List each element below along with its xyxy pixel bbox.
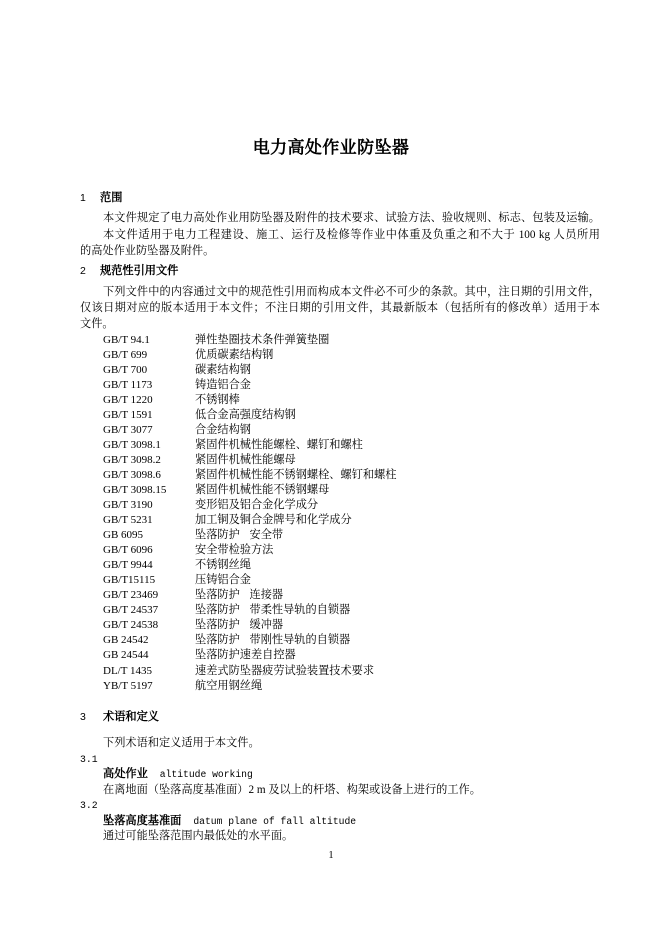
term-english: datum plane of fall altitude	[193, 815, 357, 827]
term-english: altitude working	[159, 769, 253, 780]
reference-row	[103, 664, 523, 679]
reference-title: 坠落防护速差自控器	[195, 649, 296, 662]
reference-code: DL/T 1435	[103, 664, 152, 677]
section-title: 术语和定义	[103, 711, 159, 723]
document-title: 电力高处作业防坠器	[252, 138, 410, 157]
reference-title: 紧固件机械性能螺母	[195, 453, 296, 466]
reference-row	[103, 438, 523, 453]
reference-title: 坠落防护 缓冲器	[195, 619, 284, 632]
reference-code: GB/T 9944	[103, 559, 153, 572]
reference-code: GB/T 1591	[103, 408, 153, 421]
section-title: 范围	[100, 192, 123, 204]
term-definition: 在离地面（坠落高度基准面）2 m 及以上的杆塔、构架或设备上进行的工作。	[103, 783, 481, 796]
reference-row	[103, 648, 523, 663]
reference-title: 航空用钢丝绳	[195, 679, 263, 692]
paragraph-line: 的高处作业防坠器及附件。	[80, 245, 215, 257]
term-entry	[80, 814, 600, 830]
reference-row	[103, 543, 523, 558]
reference-title: 坠落防护 带刚性导轨的自锁器	[195, 634, 351, 647]
reference-title: 变形铝及铝合金化学成分	[195, 499, 319, 512]
reference-row	[103, 363, 523, 378]
reference-row	[103, 679, 523, 694]
reference-row	[103, 333, 523, 348]
scope-paragraphs	[80, 210, 600, 260]
page-number: 1	[328, 850, 334, 861]
reference-row	[103, 408, 523, 423]
section-number: 3	[80, 711, 86, 723]
paragraph-line: 本文件适用于电力工程建设、施工、运行及检修等作业中体重及负重之和不大于 100 kg 人员所用	[103, 228, 600, 241]
term-definition: 通过可能坠落范围内最低处的水平面。	[103, 830, 294, 842]
term-entry	[80, 767, 600, 783]
reference-code: GB/T 23469	[103, 589, 159, 602]
reference-title: 坠落防护 连接器	[195, 589, 284, 602]
reference-title: 紧固件机械性能不锈钢螺栓、螺钉和螺柱	[195, 468, 397, 481]
reference-title: 坠落防护 安全带	[195, 529, 284, 542]
reference-code: GB 6095	[103, 529, 144, 542]
reference-row	[103, 453, 523, 468]
reference-row	[103, 393, 523, 408]
reference-row	[103, 468, 523, 483]
reference-row	[103, 618, 523, 633]
reference-row	[103, 603, 523, 618]
section-heading-terms-definitions	[80, 709, 159, 725]
reference-code: GB/T 3190	[103, 499, 153, 512]
term-number: 3.1	[80, 753, 98, 765]
reference-code: GB/T 700	[103, 363, 148, 376]
reference-code: GB/T 24537	[103, 604, 159, 617]
reference-row	[103, 573, 523, 588]
reference-row	[103, 498, 523, 513]
reference-title: 加工铜及铜合金牌号和化学成分	[195, 514, 352, 527]
reference-row	[103, 513, 523, 528]
reference-code: GB/T 699	[103, 348, 148, 361]
reference-title: 铸造铝合金	[195, 378, 251, 391]
reference-code: GB 24544	[103, 649, 149, 662]
reference-code: GB/T 94.1	[103, 333, 150, 346]
reference-code: GB/T 3077	[103, 423, 153, 436]
reference-title: 弹性垫圈技术条件弹簧垫圈	[195, 333, 330, 346]
section-heading-normative-references	[80, 263, 178, 279]
reference-code: GB/T 6096	[103, 544, 153, 557]
section-title: 规范性引用文件	[100, 265, 179, 277]
section-heading-scope	[80, 190, 122, 206]
reference-row	[103, 378, 523, 393]
reference-row	[103, 423, 523, 438]
reference-code: GB/T 3098.1	[103, 438, 161, 451]
terms-intro: 下列术语和定义适用于本文件。	[103, 737, 260, 749]
reference-title: 安全带检验方法	[195, 544, 274, 557]
reference-row	[103, 483, 523, 498]
reference-list	[103, 333, 523, 694]
terms-and-definitions	[80, 736, 600, 845]
reference-code: GB/T 3098.15	[103, 483, 167, 496]
reference-code: GB/T15115	[103, 574, 156, 587]
reference-code: YB/T 5197	[103, 679, 153, 692]
reference-row	[103, 528, 523, 543]
reference-title: 紧固件机械性能不锈钢螺母	[195, 483, 330, 496]
reference-code: GB/T 1173	[103, 378, 153, 391]
reference-row	[103, 348, 523, 363]
term-chinese: 高处作业	[103, 768, 148, 780]
term-chinese: 坠落高度基准面	[103, 814, 182, 827]
reference-code: GB/T 3098.2	[103, 453, 161, 466]
reference-title: 压铸铝合金	[195, 574, 251, 587]
reference-title: 不锈钢丝绳	[195, 559, 251, 572]
reference-code: GB 24542	[103, 634, 149, 647]
reference-title: 速差式防坠器疲劳试验装置技术要求	[195, 664, 375, 677]
section-number: 1	[80, 192, 86, 204]
reference-code: GB/T 24538	[103, 619, 159, 632]
reference-title: 合金结构钢	[195, 423, 251, 436]
reference-title: 优质碳素结构钢	[195, 348, 274, 361]
normative-references-paragraph	[80, 284, 600, 332]
reference-row	[103, 558, 523, 573]
paragraph-line: 文件。	[80, 318, 114, 330]
paragraph-line: 下列文件中的内容通过文中的规范性引用而构成本文件必不可少的条款。其中，注日期的引用文件，	[103, 286, 600, 298]
reference-title: 碳素结构钢	[195, 363, 251, 376]
reference-code: GB/T 3098.6	[103, 468, 161, 481]
term-number: 3.2	[80, 800, 98, 811]
paragraph-line: 仅该日期对应的版本适用于本文件；不注日期的引用文件，其最新版本（包括所有的修改单）适用于本	[80, 302, 600, 314]
reference-code: GB/T 1220	[103, 393, 153, 406]
reference-title: 紧固件机械性能螺栓、螺钉和螺柱	[195, 438, 363, 451]
paragraph-line: 本文件规定了电力高处作业用防坠器及附件的技术要求、试验方法、验收规则、标志、包装及运输。	[103, 212, 600, 224]
reference-row	[103, 588, 523, 603]
section-number: 2	[80, 265, 86, 277]
reference-title: 不锈钢棒	[195, 393, 240, 406]
reference-title: 低合金高强度结构钢	[195, 408, 296, 421]
reference-title: 坠落防护 带柔性导轨的自锁器	[195, 604, 351, 617]
reference-row	[103, 633, 523, 648]
reference-code: GB/T 5231	[103, 514, 153, 527]
